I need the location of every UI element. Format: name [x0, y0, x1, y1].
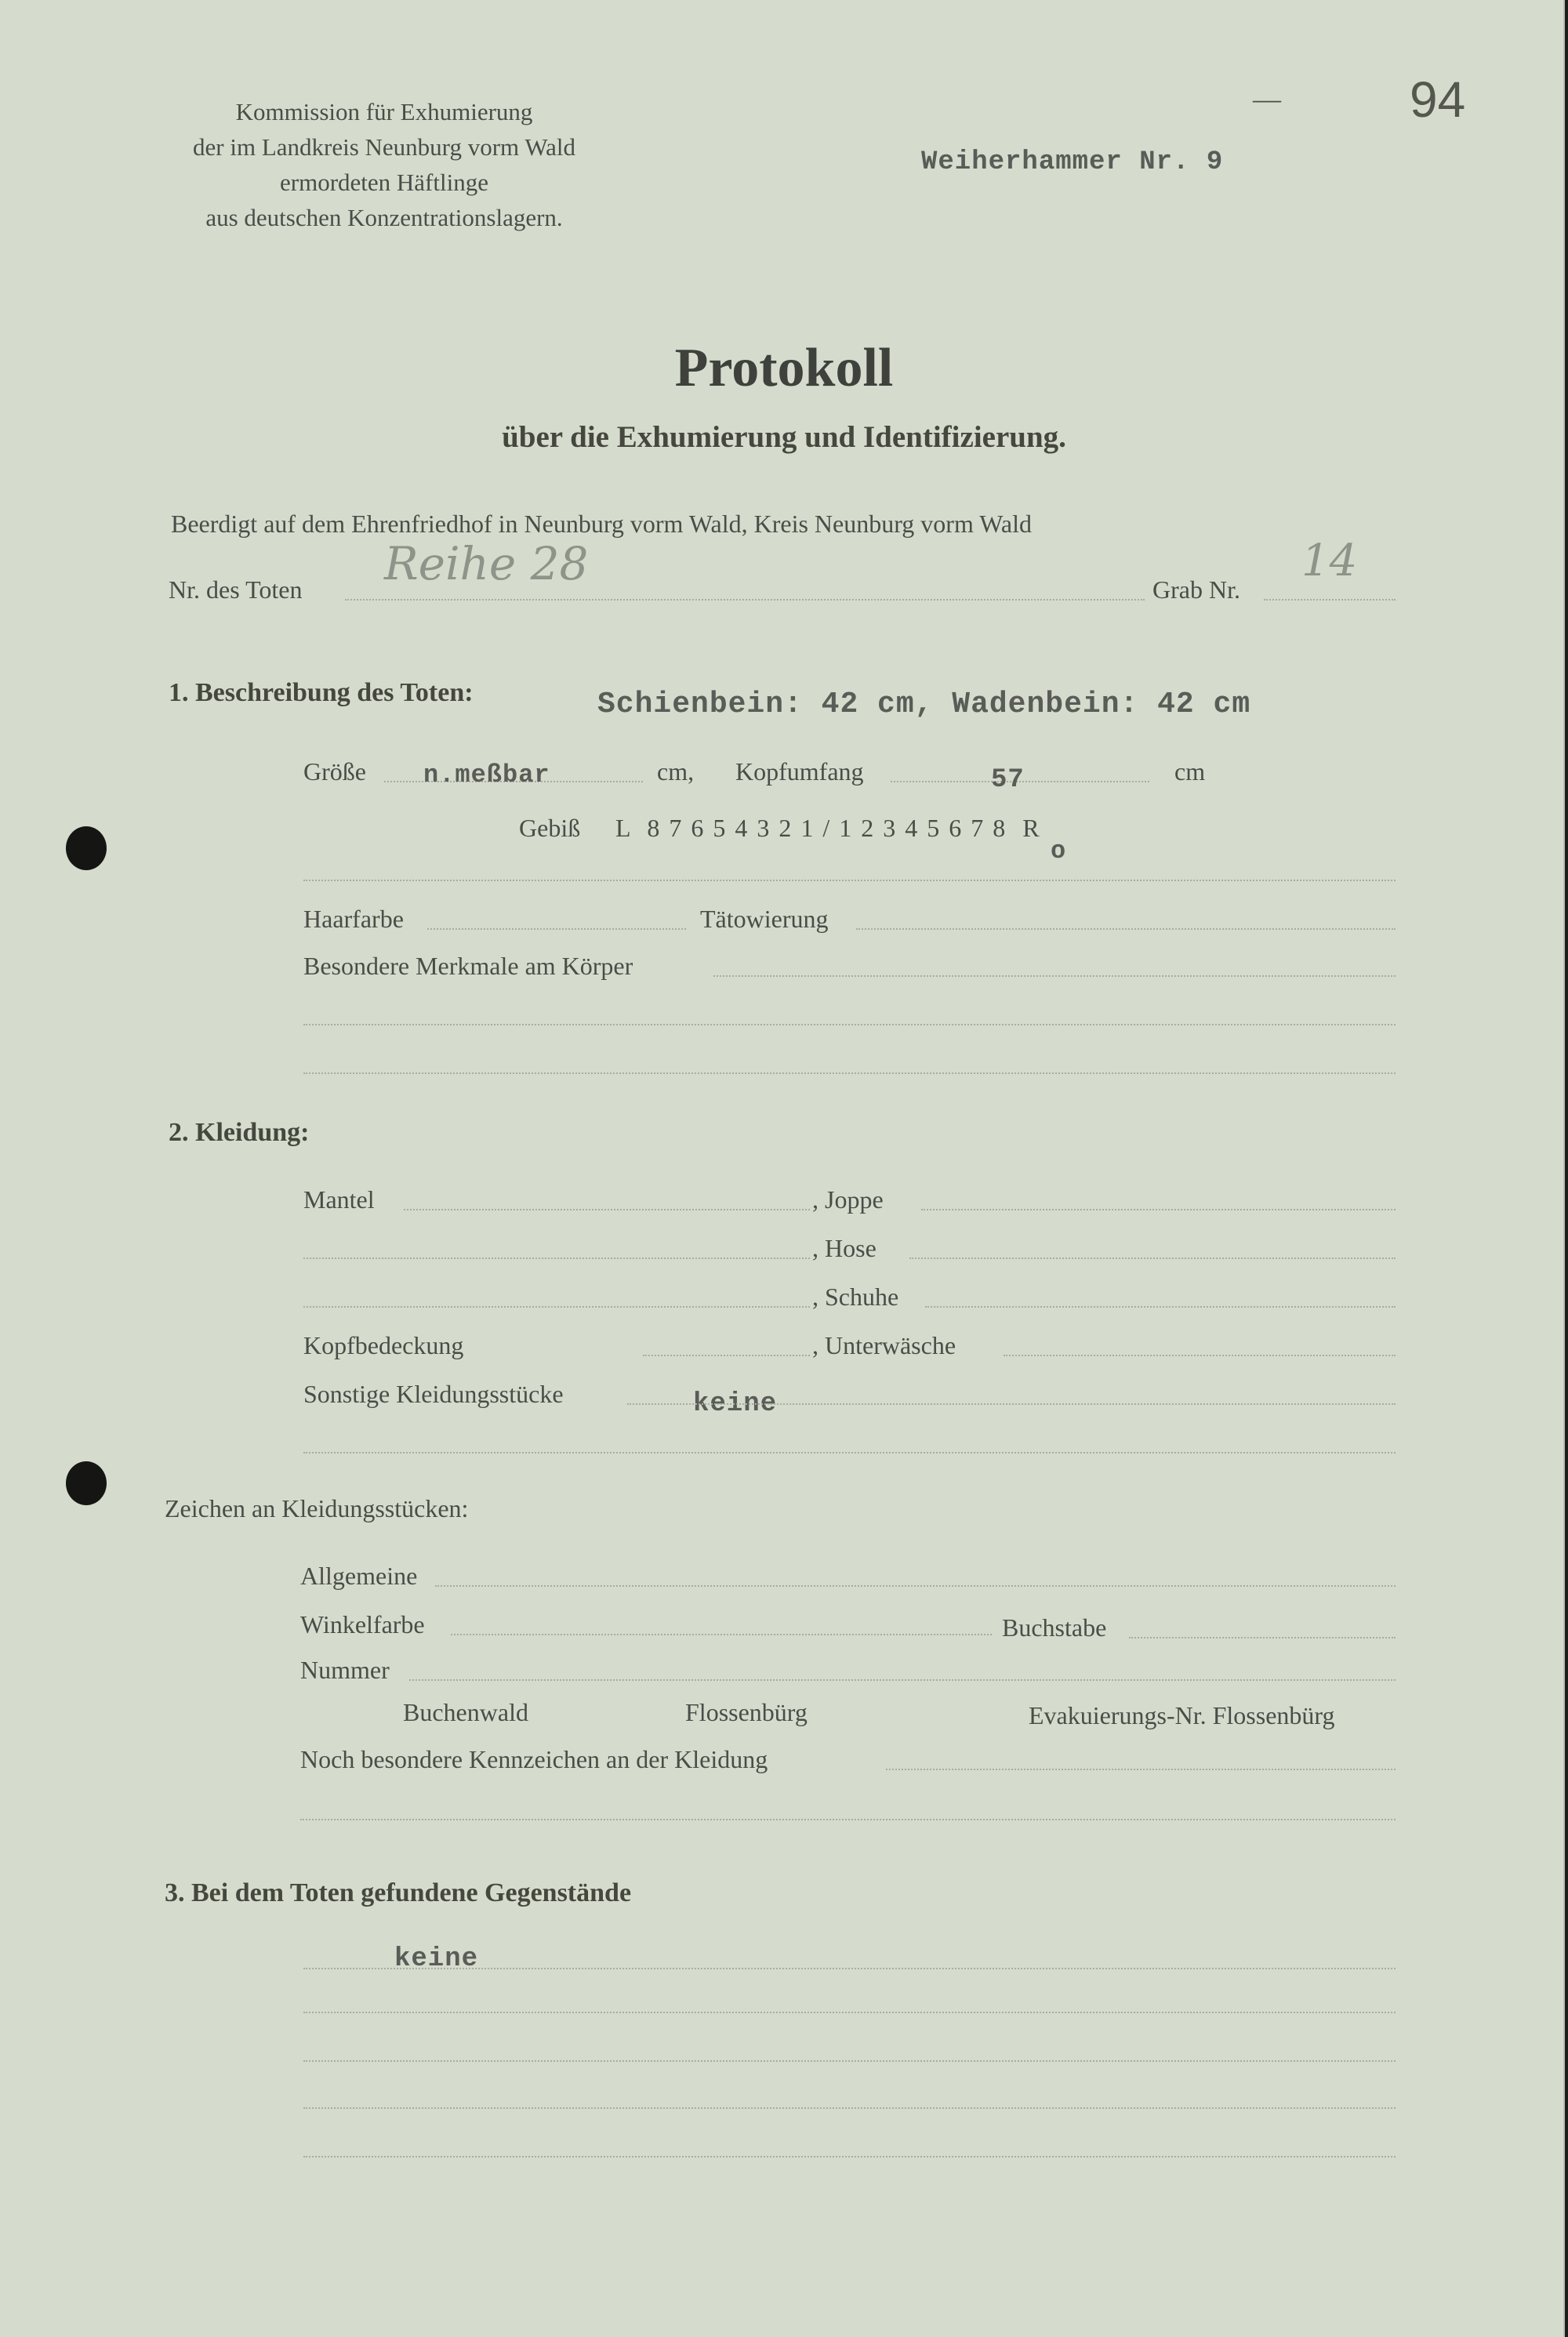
- items-line-3: [303, 2060, 1396, 2062]
- grab-value: 14: [1301, 535, 1358, 586]
- size-unit: cm,: [657, 757, 695, 786]
- flossenburg-label: Flossenbürg: [685, 1698, 808, 1726]
- teeth-label: Gebiß: [519, 814, 581, 842]
- buchstabe-label: Buchstabe: [1002, 1613, 1107, 1642]
- grab-label: Grab Nr.: [1152, 575, 1240, 604]
- unter-line: [1004, 1355, 1396, 1356]
- commission-line-3: ermordeten Häftlinge: [280, 169, 488, 196]
- schuhe-label: , Schuhe: [812, 1283, 899, 1311]
- marks-label: Besondere Merkmale am Körper: [303, 952, 633, 980]
- page-title: Protokoll: [674, 338, 894, 398]
- head-label: Kopfumfang: [735, 757, 864, 786]
- nr-value: Reihe 28: [384, 537, 589, 590]
- buchstabe-line: [1129, 1637, 1396, 1638]
- commission-line-4: aus deutschen Konzentrationslagern.: [205, 204, 563, 231]
- items-line-1: [303, 1968, 1396, 1969]
- allgemeine-label: Allgemeine: [300, 1562, 418, 1590]
- sonstige-line-2: [303, 1452, 1396, 1453]
- noch-line-2: [300, 1819, 1396, 1820]
- page-number: 94: [1410, 71, 1466, 128]
- bone-measurements: Schienbein: 42 cm, Wadenbein: 42 cm: [597, 688, 1251, 721]
- marks-line-2: [303, 1024, 1396, 1025]
- size-value: n.meßbar: [423, 760, 550, 789]
- sonstige-value: keine: [693, 1389, 778, 1419]
- commission-line-1: Kommission für Exhumierung: [235, 98, 533, 125]
- evak-label: Evakuierungs-Nr. Flossenbürg: [1029, 1701, 1335, 1729]
- stamp-location: Weiherhammer Nr. 9: [921, 147, 1224, 177]
- grab-line: [1264, 599, 1396, 601]
- size-label: Größe: [303, 757, 366, 786]
- nr-label: Nr. des Toten: [169, 575, 303, 604]
- nummer-label: Nummer: [300, 1656, 390, 1684]
- marks-line-1: [713, 975, 1396, 977]
- marks-line-3: [303, 1072, 1396, 1074]
- noch-label: Noch besondere Kennzeichen an der Kleidung: [300, 1745, 768, 1773]
- page-subtitle: über die Exhumierung und Identifizierung.: [502, 420, 1066, 454]
- items-line-2: [303, 2012, 1396, 2013]
- teeth-mark: o: [1051, 836, 1067, 865]
- hose-label: , Hose: [812, 1234, 877, 1262]
- hose-line: [909, 1257, 1396, 1259]
- mantel-line: [404, 1209, 810, 1210]
- punch-hole-bottom: [66, 1461, 107, 1505]
- nr-line: [345, 599, 1145, 601]
- hose-left-line: [303, 1257, 810, 1259]
- section3-value: keine: [394, 1944, 479, 1974]
- head-value: 57: [991, 765, 1025, 795]
- hair-label: Haarfarbe: [303, 905, 404, 933]
- section1-heading: 1. Beschreibung des Toten:: [169, 678, 474, 707]
- unter-label: , Unterwäsche: [812, 1331, 956, 1359]
- nummer-line: [409, 1679, 1396, 1681]
- zeichen-heading: Zeichen an Kleidungsstücken:: [165, 1494, 469, 1522]
- burial-location: Beerdigt auf dem Ehrenfriedhof in Neunburg vorm Wald, Kreis Neunburg vorm Wald: [171, 510, 1032, 538]
- winkel-line: [451, 1634, 992, 1635]
- sonstige-label: Sonstige Kleidungsstücke: [303, 1380, 564, 1408]
- items-line-4: [303, 2107, 1396, 2109]
- section2-heading: 2. Kleidung:: [169, 1118, 310, 1147]
- mantel-label: Mantel: [303, 1185, 375, 1214]
- tattoo-line: [856, 928, 1396, 930]
- allgemeine-line: [435, 1585, 1396, 1587]
- noch-line: [886, 1769, 1396, 1770]
- winkel-label: Winkelfarbe: [300, 1610, 425, 1638]
- punch-hole-top: [66, 826, 107, 870]
- header-dash: —: [1253, 83, 1281, 114]
- commission-header: [133, 94, 635, 235]
- teeth-line: [303, 880, 1396, 881]
- joppe-label: , Joppe: [812, 1185, 884, 1214]
- schuhe-left-line: [303, 1306, 810, 1308]
- teeth-chart: L 8 7 6 5 4 3 2 1 / 1 2 3 4 5 6 7 8 R: [615, 814, 1041, 842]
- sonstige-line: [627, 1403, 1396, 1405]
- section3-heading: 3. Bei dem Toten gefundene Gegenstände: [165, 1878, 632, 1907]
- kopf-label: Kopfbedeckung: [303, 1331, 464, 1359]
- joppe-line: [921, 1209, 1396, 1210]
- hair-line: [427, 928, 686, 930]
- schuhe-line: [925, 1306, 1396, 1308]
- tattoo-label: Tätowierung: [700, 905, 829, 933]
- commission-line-2: der im Landkreis Neunburg vorm Wald: [193, 133, 575, 161]
- buchenwald-label: Buchenwald: [403, 1698, 528, 1726]
- items-line-5: [303, 2156, 1396, 2157]
- kopf-line: [643, 1355, 810, 1356]
- head-unit: cm: [1174, 757, 1206, 786]
